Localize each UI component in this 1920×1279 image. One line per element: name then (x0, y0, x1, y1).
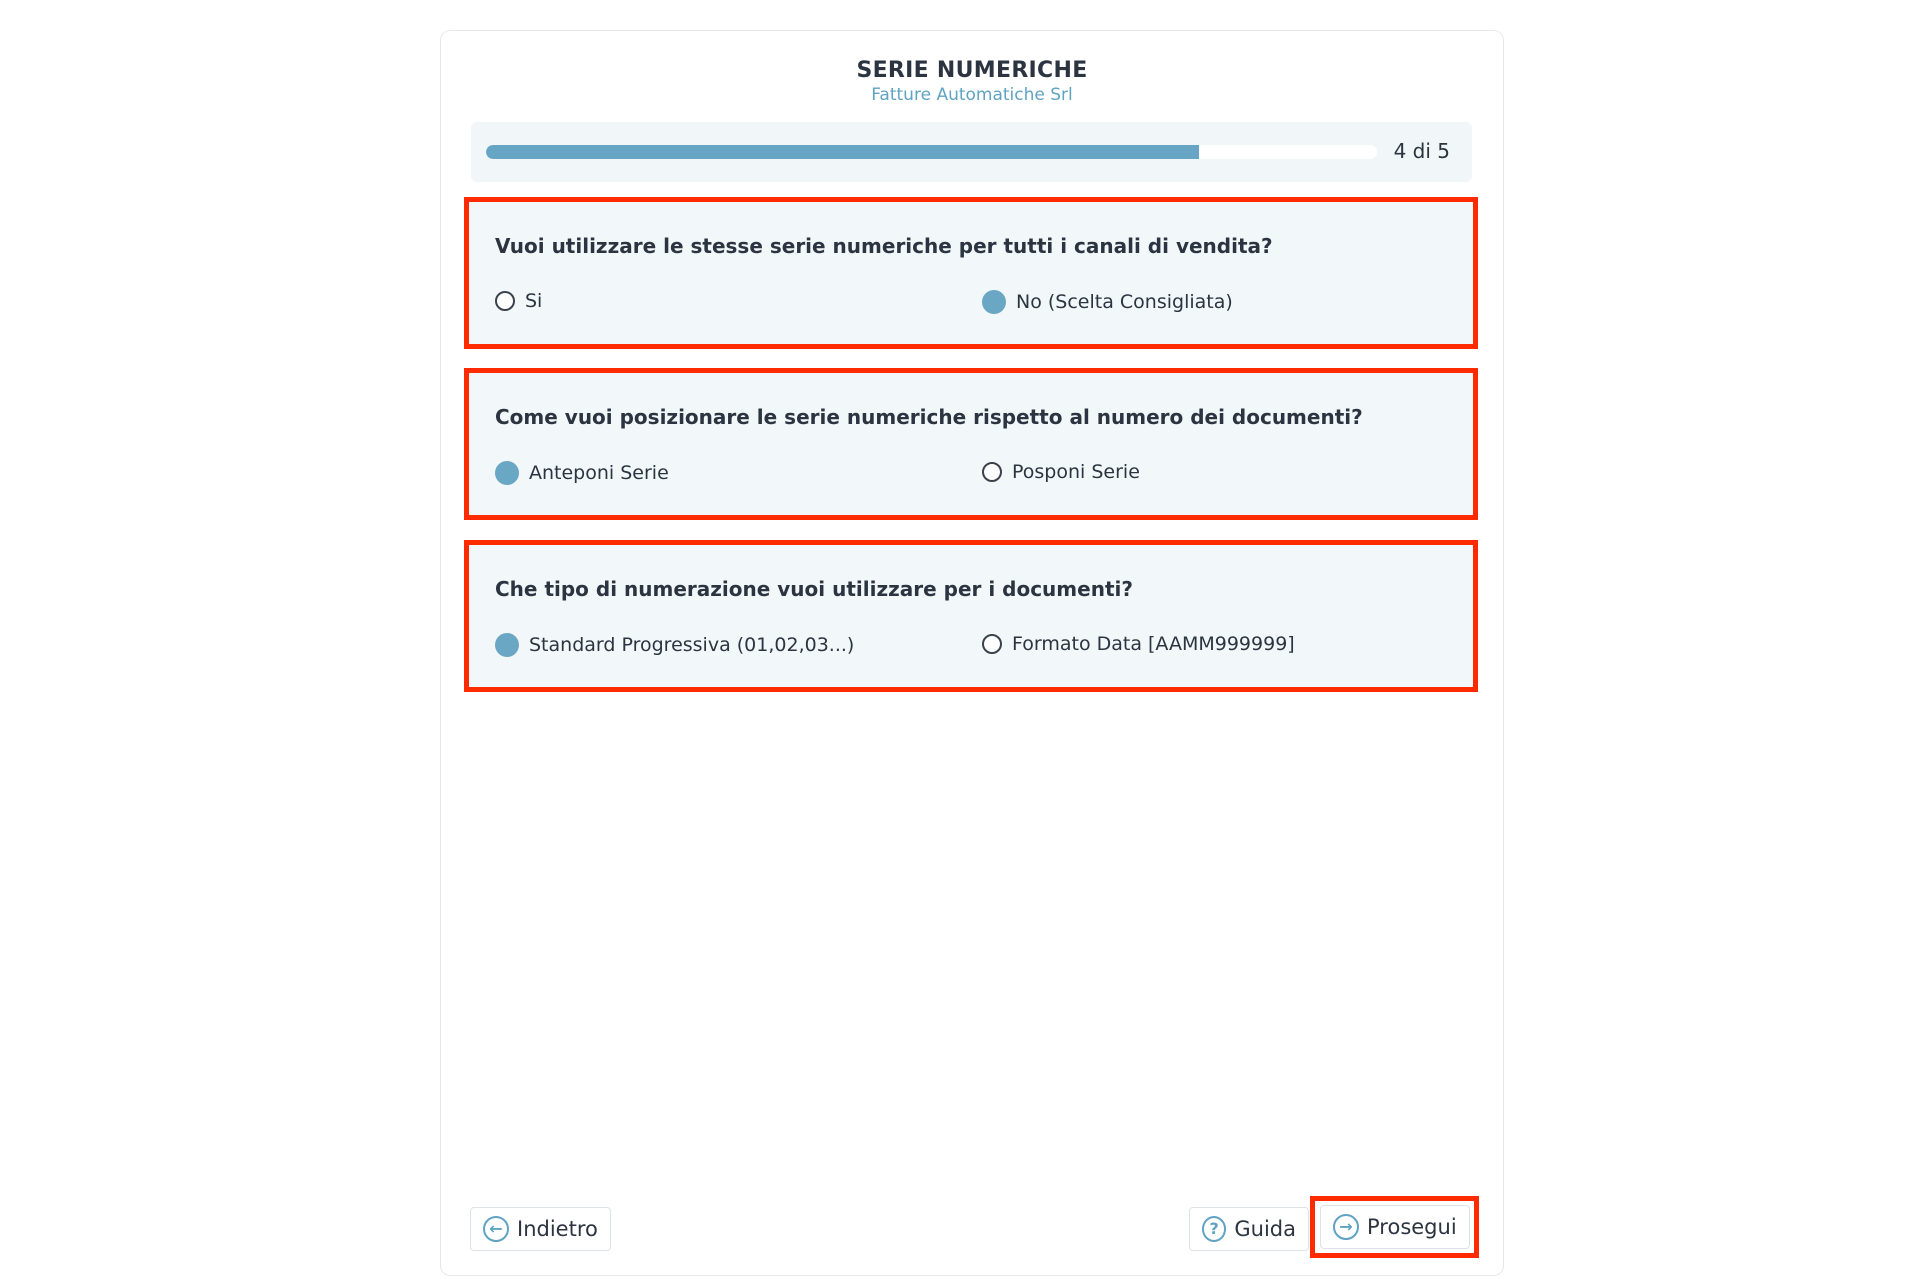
option-label: Formato Data [AAMM999999] (1012, 633, 1295, 655)
option-label: Posponi Serie (1012, 461, 1140, 483)
next-button[interactable] (1320, 1205, 1470, 1249)
option-no-recommended[interactable] (982, 290, 1233, 314)
progress-bar-fill (486, 145, 1199, 159)
company-subtitle: Fatture Automatiche Srl (871, 85, 1073, 105)
back-button-label: Indietro (517, 1217, 598, 1241)
question-text: Come vuoi posizionare le serie numeriche rispetto al numero dei documenti? (495, 405, 1363, 429)
arrow-left-circle-icon: ← (483, 1216, 509, 1242)
question-circle-icon: ? (1202, 1216, 1226, 1242)
radio-button[interactable] (982, 462, 1002, 482)
option-label: Anteponi Serie (529, 462, 669, 484)
option-posponi-serie[interactable] (982, 461, 1140, 483)
option-anteponi-serie[interactable] (495, 461, 669, 485)
radio-button[interactable] (495, 461, 519, 485)
help-button[interactable] (1189, 1207, 1309, 1251)
option-label: Si (525, 290, 543, 312)
question-text: Vuoi utilizzare le stesse serie numeriche per tutti i canali di vendita? (495, 234, 1273, 258)
radio-button[interactable] (982, 634, 1002, 654)
question-block-numbering-type (464, 540, 1478, 692)
radio-button[interactable] (495, 633, 519, 657)
arrow-right-circle-icon: → (1333, 1214, 1359, 1240)
help-button-label: Guida (1234, 1217, 1296, 1241)
page-title: SERIE NUMERICHE (856, 58, 1088, 83)
progress-panel (471, 122, 1472, 182)
option-standard-progressiva[interactable] (495, 633, 854, 657)
option-label: No (Scelta Consigliata) (1016, 291, 1233, 313)
option-label: Standard Progressiva (01,02,03...) (529, 634, 855, 656)
next-button-label: Prosegui (1367, 1215, 1457, 1239)
radio-button[interactable] (982, 290, 1006, 314)
option-formato-data[interactable] (982, 633, 1295, 655)
question-block-series-position (464, 368, 1478, 520)
question-text: Che tipo di numerazione vuoi utilizzare per i documenti? (495, 577, 1133, 601)
progress-step-label: 4 di 5 (1393, 139, 1450, 163)
back-button[interactable] (470, 1207, 611, 1251)
progress-bar (486, 145, 1377, 159)
question-block-same-series (464, 197, 1478, 349)
option-si[interactable] (495, 290, 542, 312)
radio-button[interactable] (495, 291, 515, 311)
